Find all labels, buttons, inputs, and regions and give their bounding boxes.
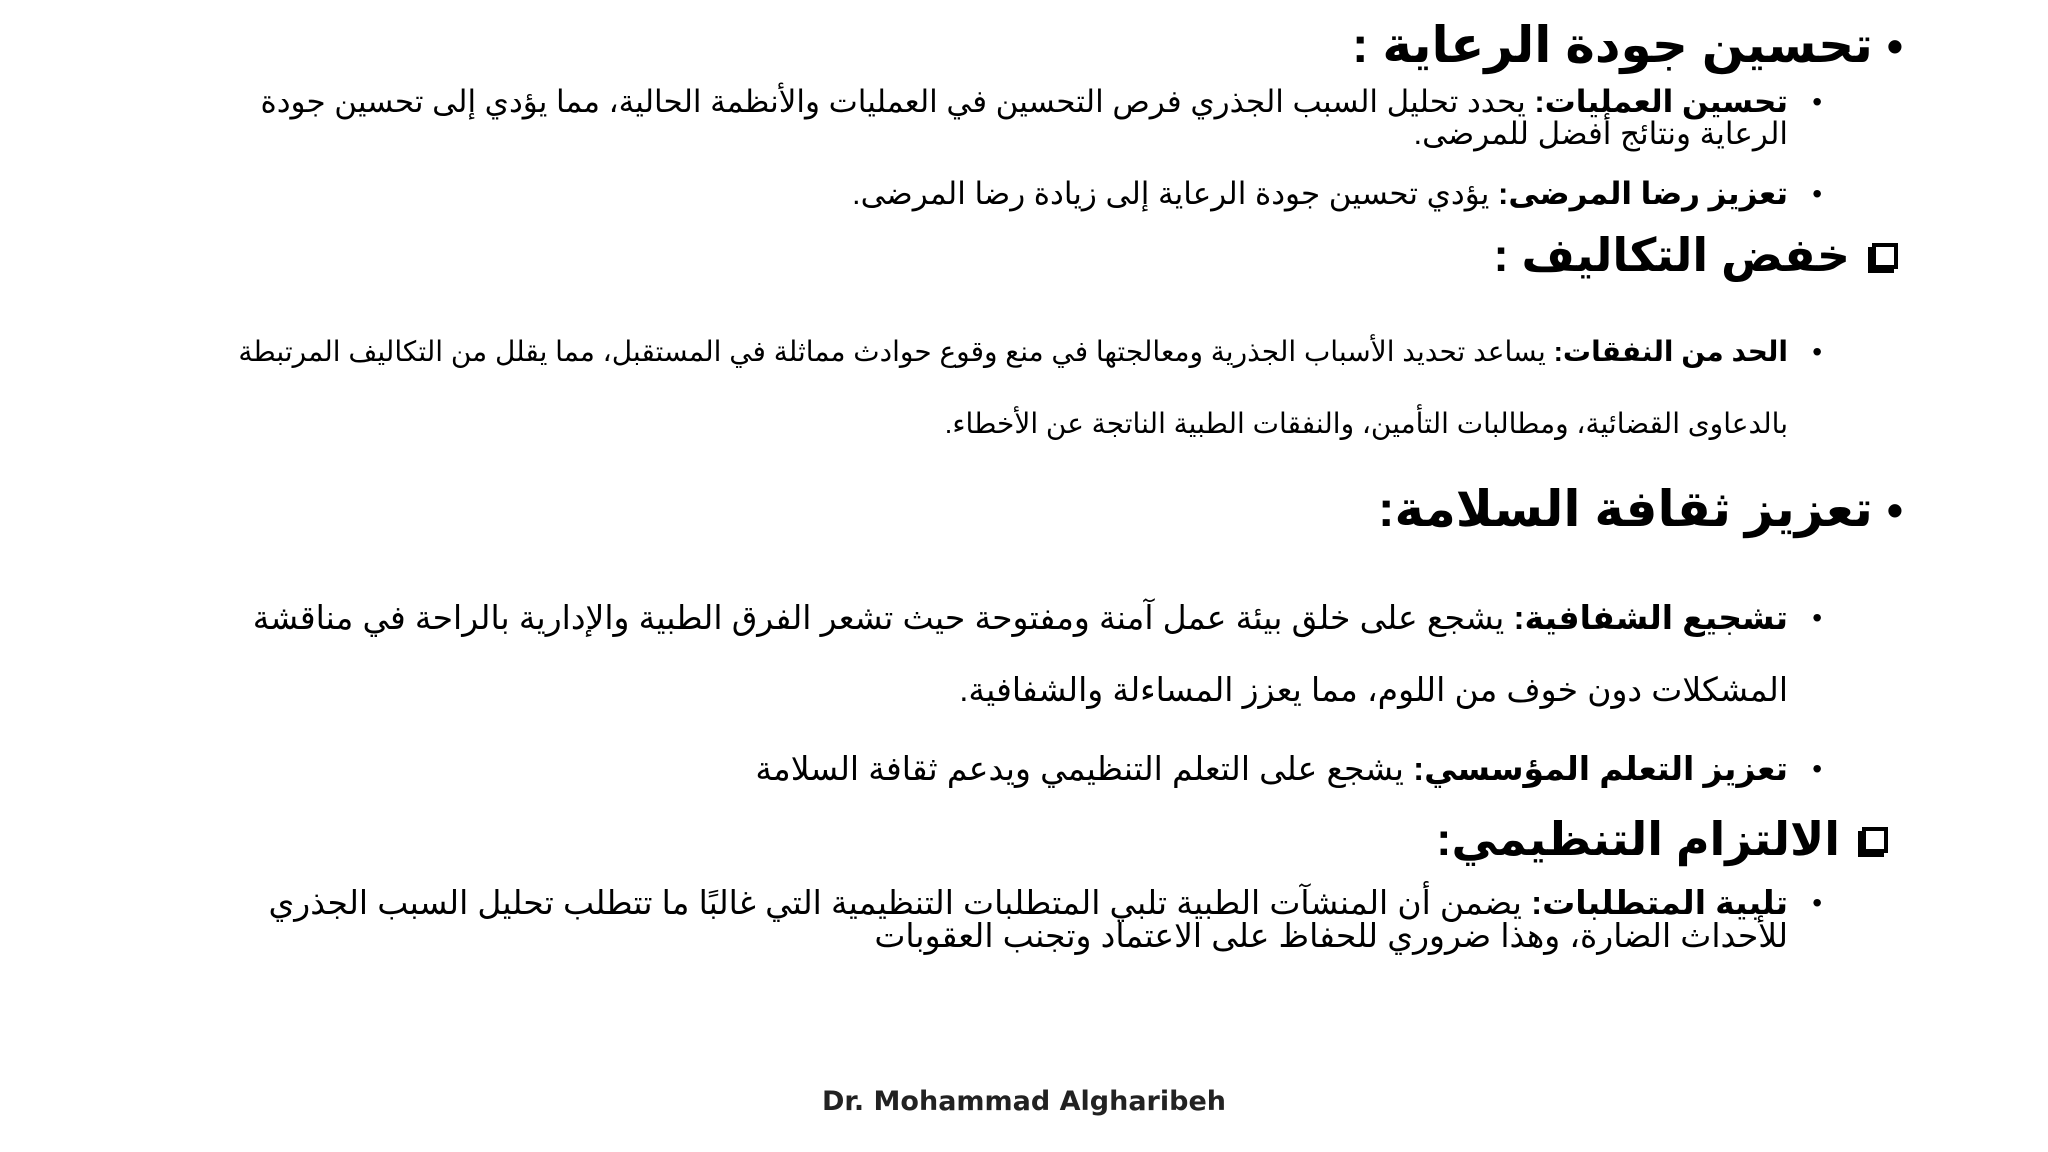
- bullet-term: الحد من النفقات:: [1553, 336, 1788, 367]
- heading-compliance: الالتزام التنظيمي:: [1436, 812, 1888, 866]
- bullet-dot-icon: •: [1812, 178, 1822, 209]
- footer-author: Dr. Mohammad Algharibeh: [822, 1086, 1226, 1117]
- heading-care-quality: •تحسين جودة الرعاية :: [1351, 17, 1903, 73]
- heading-cost-reduction: خفض التكاليف :: [1493, 228, 1898, 282]
- bullet-dot-icon: •: [1812, 753, 1822, 784]
- bullet-term: تلبية المتطلبات:: [1531, 884, 1788, 921]
- list-item: [228, 582, 1822, 726]
- list-item: [228, 84, 1822, 151]
- bullet-text: يشجع على التعلم التنظيمي ويدعم ثقافة السلامة: [755, 750, 1414, 787]
- bullet-dot-icon: •: [1812, 887, 1822, 918]
- bullet-dot-icon: •: [1812, 336, 1822, 367]
- checkbox-square-icon: [1872, 243, 1898, 269]
- bullet-term: تشجيع الشفافية:: [1513, 599, 1788, 636]
- bullet-dot-icon: •: [1886, 20, 1903, 72]
- list-item: [248, 884, 1822, 954]
- bullet-text: يساعد تحديد الأسباب الجذرية ومعالجتها في منع وقوع حوادث مماثلة في المستقبل، مما يقلل من التكاليف المرتبطة بالدعاوى القضائية، ومطالبات التأمين، والنفقات الطبية الناتجة عن الأخطاء.: [238, 336, 1788, 439]
- bullet-term: تعزيز التعلم المؤسسي:: [1413, 750, 1788, 787]
- bullet-text: يضمن أن المنشآت الطبية تلبي المتطلبات التنظيمية التي غالبًا ما تتطلب تحليل السبب الجذري للأحداث الضارة، وهذا ضروري للحفاظ على الاعتماد وتجنب العقوبات: [268, 884, 1788, 954]
- bullet-dot-icon: •: [1812, 602, 1822, 633]
- bullet-text: يشجع على خلق بيئة عمل آمنة ومفتوحة حيث تشعر الفرق الطبية والإدارية بالراحة في مناقشة المشكلات دون خوف من اللوم، مما يعزز المساءلة والشفافية.: [252, 599, 1788, 708]
- bullet-term: تحسين العمليات:: [1534, 84, 1788, 119]
- bullet-term: تعزيز رضا المرضى:: [1498, 176, 1788, 211]
- bullet-text: يؤدي تحسين جودة الرعاية إلى زيادة رضا المرضى.: [851, 176, 1498, 211]
- heading-safety-culture: •تعزيز ثقافة السلامة:: [1377, 481, 1903, 537]
- bullet-dot-icon: •: [1886, 484, 1903, 536]
- bullet-text: يحدد تحليل السبب الجذري فرص التحسين في العمليات والأنظمة الحالية، مما يؤدي إلى تحسين جودة الرعاية ونتائج أفضل للمرضى.: [260, 84, 1788, 151]
- checkbox-square-icon: [1862, 827, 1888, 853]
- list-item: [228, 733, 1822, 805]
- bullet-dot-icon: •: [1812, 86, 1822, 117]
- list-item: [208, 316, 1822, 460]
- list-item: [228, 176, 1822, 211]
